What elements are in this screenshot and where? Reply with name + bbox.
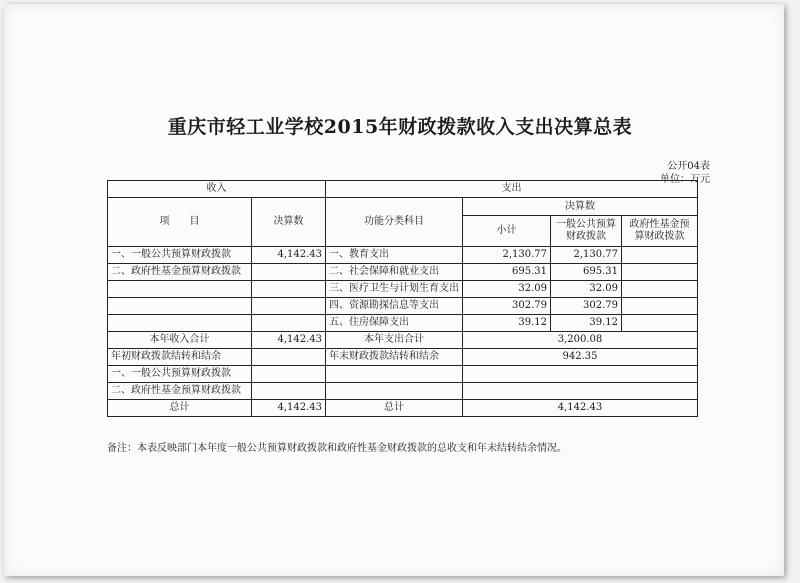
table-row: 四、资源勘探信息等支出 302.79 302.79 — [108, 298, 698, 315]
footnote: 备注：本表反映部门本年度一般公共预算财政拨款和政府性基金财政拨款的总收支和年末结转结余情况。 — [107, 443, 567, 454]
grand-income: 4,142.43 — [252, 400, 326, 417]
table-code: 公开04表 — [667, 161, 710, 172]
expense-header: 支出 — [326, 181, 698, 198]
begin-fund-label: 二、政府性基金预算财政拨款 — [108, 383, 252, 400]
final-header: 决算数 — [463, 198, 698, 216]
income-total: 4,142.43 — [252, 332, 326, 349]
table-row: 五、住房保障支出 39.12 39.12 — [108, 315, 698, 332]
amount-header: 决算数 — [252, 198, 326, 247]
begin-balance-label: 年初财政拨款结转和结余 — [108, 349, 252, 366]
begin-general-label: 一、一般公共预算财政拨款 — [108, 366, 252, 383]
end-balance-label: 年末财政拨款结转和结余 — [326, 349, 463, 366]
expense-total: 3,200.08 — [463, 332, 698, 349]
general-header: 一般公共预算财政拨款 — [551, 216, 622, 247]
unit-label: 单位：万元 — [660, 174, 710, 185]
grand-income-label: 总计 — [108, 400, 252, 417]
page-title: 重庆市轻工业学校2015年财政拨款收入支出决算总表 — [167, 116, 633, 138]
budget-table — [107, 180, 698, 417]
fund-header: 政府性基金预算财政拨款 — [622, 216, 698, 247]
income-header: 收入 — [108, 181, 326, 198]
grand-expense: 4,142.43 — [463, 400, 698, 417]
subtotal-header: 小计 — [463, 216, 551, 247]
table-row: 一、一般公共预算财政拨款 4,142.43 一、教育支出 2,130.77 2,130.77 — [108, 247, 698, 264]
expense-total-label: 本年支出合计 — [326, 332, 463, 349]
end-balance: 942.35 — [463, 349, 698, 366]
table-row: 三、医疗卫生与计划生育支出 32.09 32.09 — [108, 281, 698, 298]
table-row: 二、政府性基金预算财政拨款 二、社会保障和就业支出 695.31 695.31 — [108, 264, 698, 281]
grand-expense-label: 总计 — [326, 400, 463, 417]
income-total-label: 本年收入合计 — [108, 332, 252, 349]
category-header: 功能分类科目 — [326, 198, 463, 247]
balance-detail-row — [108, 366, 698, 383]
balance-detail-row — [108, 383, 698, 400]
balance-row — [108, 349, 698, 366]
grand-total-row — [108, 400, 698, 417]
item-header: 项 目 — [108, 198, 252, 247]
total-row — [108, 332, 698, 349]
